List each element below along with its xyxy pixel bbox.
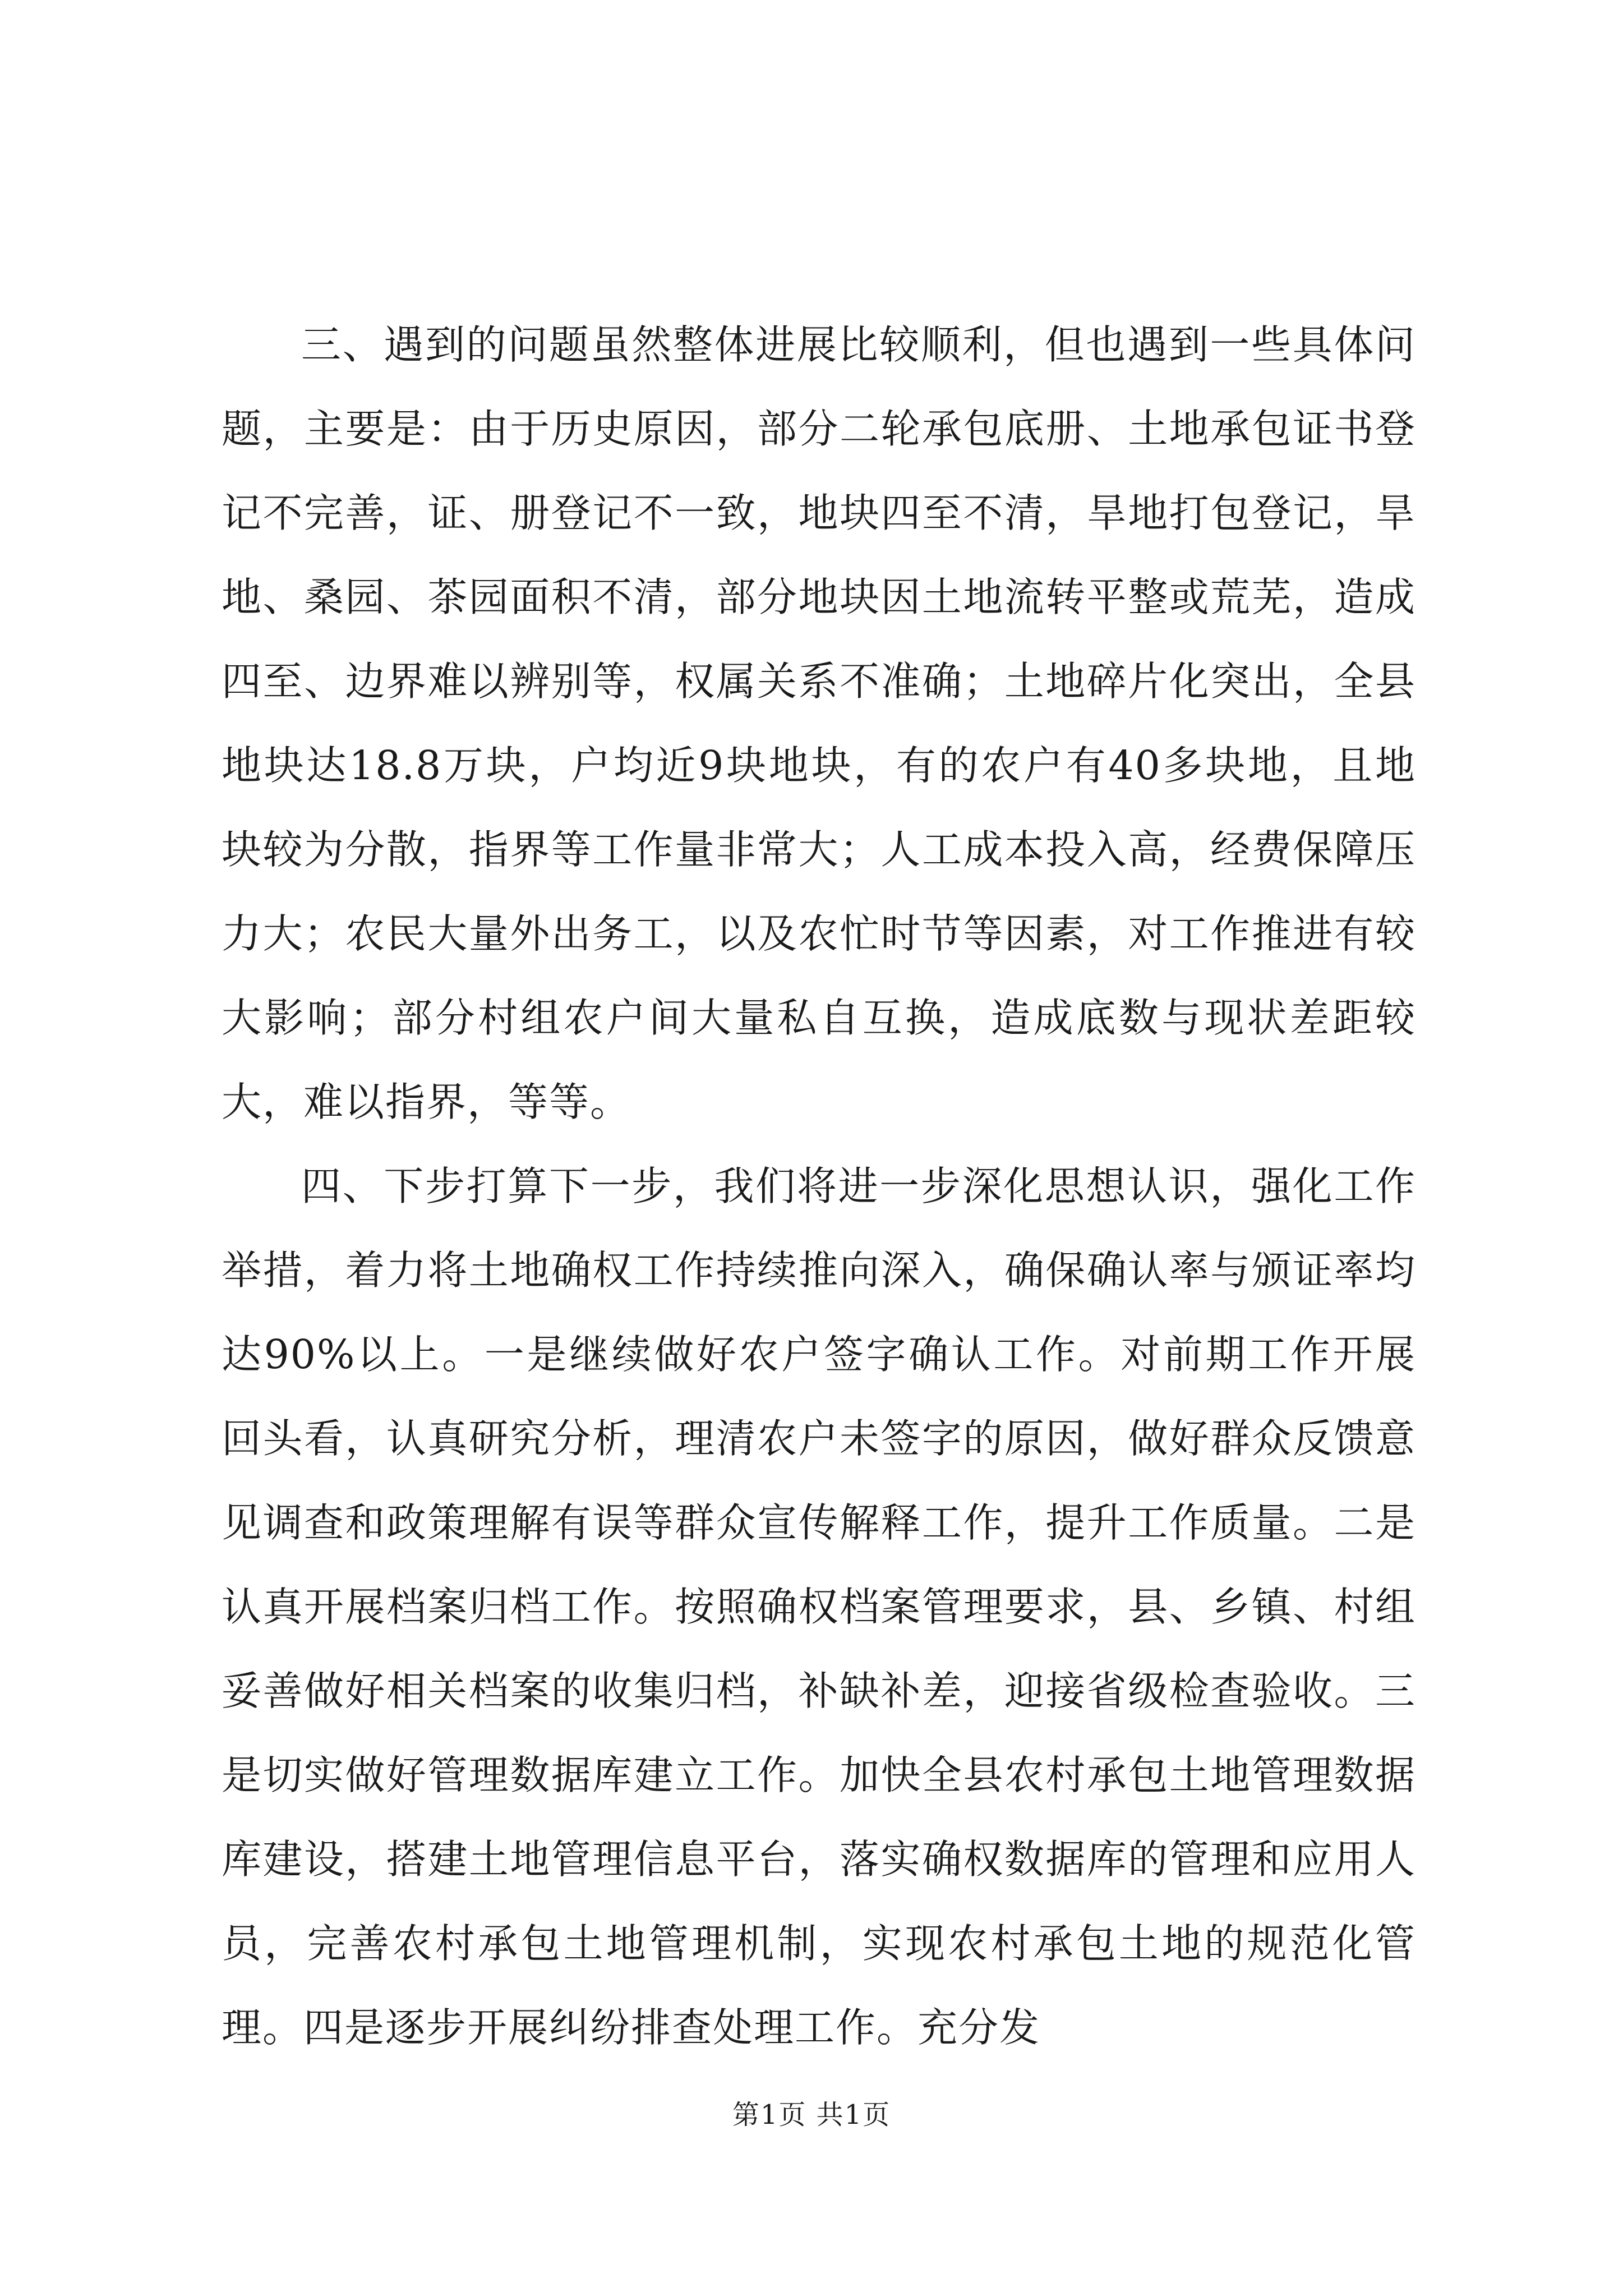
paragraph-problems: 三、遇到的问题虽然整体进展比较顺利，但也遇到一些具体问题，主要是：由于历史原因，部分二轮承包底册、土地承包证书登记不完善，证、册登记不一致，地块四至不清，旱地打包登记，旱地、桑园、茶园面积不清，部分地块因土地流转平整或荒芜，造成四至、边界难以辨别等，权属关系不准确；土地碎片化突出，全县地块达18.8万块，户均近9块地块，有的农户有40多块地，且地块较为分散，指界等工作量非常大；人工成本投入高，经费保障压力大；农民大量外出务工，以及农忙时节等因素，对工作推进有较大影响；部分村组农户间大量私自互换，造成底数与现状差距较大，难以指界，等等。 [222, 321, 1416, 1125]
paragraph-next-steps: 四、下步打算下一步，我们将进一步深化思想认识，强化工作举措，着力将土地确权工作持续推向深入，确保确认率与颁证率均达90%以上。一是继续做好农户签字确认工作。对前期工作开展回头看，认真研究分析，理清农户未签字的原因，做好群众反馈意见调查和政策理解有误等群众宣传解释工作，提升工作质量。二是认真开展档案归档工作。按照确权档案管理要求，县、乡镇、村组妥善做好相关档案的收集归档，补缺补差，迎接省级检查验收。三是切实做好管理数据库建立工作。加快全县农村承包土地管理数据库建设，搭建土地管理信息平台，落实确权数据库的管理和应用人员，完善农村承包土地管理机制，实现农村承包土地的规范化管理。四是逐步开展纠纷排查处理工作。充分发 [222, 1163, 1416, 2051]
document-body [222, 303, 1416, 2070]
page-footer: 第1页 共1页 [732, 2099, 891, 2131]
